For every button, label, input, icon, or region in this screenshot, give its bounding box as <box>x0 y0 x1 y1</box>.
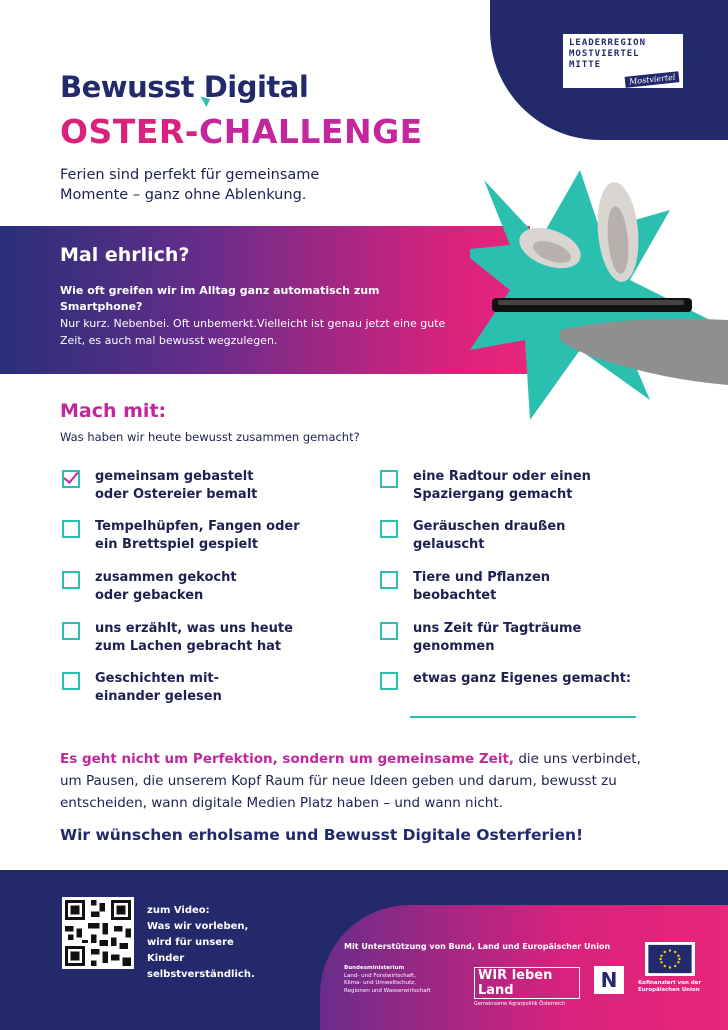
brand-title: Bewusst Digital <box>60 70 309 104</box>
smartphone-screen <box>498 300 684 305</box>
checkbox[interactable] <box>380 520 398 538</box>
checklist-label: zusammen gekocht oder gebacken <box>95 570 237 603</box>
band-title: Mal ehrlich? <box>60 244 190 266</box>
checklist-item[interactable] <box>380 620 581 656</box>
intro-text: Ferien sind perfekt für gemeinsame Momente – ganz ohne Ablenkung. <box>60 167 320 203</box>
video-line: zum Video: <box>147 905 210 916</box>
checkbox[interactable] <box>380 672 398 690</box>
logo-line-1: LEADERREGION <box>569 38 647 48</box>
wir-leben-land-subtitle: Gemeinsame Agrarpolitik Österreich <box>474 1001 566 1007</box>
checklist-item[interactable] <box>62 468 257 504</box>
closing-paragraph <box>60 748 660 814</box>
checkbox[interactable] <box>380 571 398 589</box>
video-text <box>147 903 257 983</box>
checkbox[interactable] <box>62 520 80 538</box>
ministry-title: Bundesministerium <box>344 965 405 971</box>
phone-bunny-illustration <box>470 170 728 420</box>
ministry-line: Land- und Forstwirtschaft, <box>344 972 416 979</box>
wir-leben-land-text: WIR leben Land <box>474 967 580 999</box>
checkbox-checked[interactable] <box>62 470 80 488</box>
checklist-label: uns erzählt, was uns heute zum Lachen gebracht hat <box>95 621 293 654</box>
hand <box>560 319 728 385</box>
ministry-line: Klima- und Umweltschutz, <box>344 980 416 986</box>
checklist-item[interactable] <box>380 468 591 504</box>
challenge-title-part1: OSTER- <box>60 112 199 151</box>
ministry-line: Regionen und Wasserwirtschaft <box>344 987 431 994</box>
challenge-title <box>60 112 423 151</box>
eu-cofinanced-text: Kofinanziert von der Europäischen Union <box>638 980 702 993</box>
checklist-label: Tempelhüpfen, Fangen oder ein Brettspiel gespielt <box>95 519 300 552</box>
qr-code[interactable] <box>62 897 134 969</box>
mostviertel-badge: Mostviertel <box>624 71 679 88</box>
checklist-item[interactable] <box>62 620 293 656</box>
checklist-item[interactable] <box>62 518 300 554</box>
checklist-item[interactable] <box>380 569 550 605</box>
support-text: Mit Unterstützung von Bund, Land und Europäischer Union <box>344 942 611 951</box>
wir-leben-land-logo <box>474 967 580 1007</box>
band-body: Nur kurz. Nebenbei. Oft unbemerkt.Vielleicht ist genau jetzt eine gute Zeit, es auch mal bewusst wegzulegen. <box>60 317 446 347</box>
leaderregion-logo <box>563 34 683 88</box>
checklist-label: etwas ganz Eigenes gemacht: <box>413 671 632 686</box>
checklist-label: uns Zeit für Tagträume genommen <box>413 621 582 654</box>
checklist-label: eine Radtour oder einen Spaziergang gemacht <box>413 469 591 502</box>
checklist-label: Geschichten mit- einander gelesen <box>95 671 222 704</box>
video-line: wird für unsere Kinder <box>147 937 234 964</box>
video-line: Was wir vorleben, <box>147 921 249 932</box>
write-in-line[interactable] <box>410 716 636 718</box>
checkbox[interactable] <box>62 672 80 690</box>
mach-mit-subtitle: Was haben wir heute bewusst zusammen gemacht? <box>60 430 360 444</box>
logo-line-3: MITTE <box>569 60 602 70</box>
wish-line: Wir wünschen erholsame und Bewusst Digitale Osterferien! <box>60 826 584 844</box>
checkbox[interactable] <box>380 622 398 640</box>
logo-line-2: MOSTVIERTEL <box>569 49 640 59</box>
eu-flag-icon <box>645 942 695 976</box>
checkbox[interactable] <box>62 571 80 589</box>
band-question: Wie oft greifen wir im Alltag ganz automatisch zum Smartphone? <box>60 284 380 313</box>
noe-logo: N <box>594 966 624 994</box>
teal-starburst <box>470 170 710 420</box>
checklist-item[interactable] <box>62 670 222 706</box>
checkbox[interactable] <box>380 470 398 488</box>
mach-mit-title: Mach mit: <box>60 400 167 422</box>
checklist-item[interactable] <box>380 518 565 554</box>
checklist-item[interactable] <box>380 670 631 690</box>
checklist-label: Tiere und Pflanzen beobachtet <box>413 570 551 603</box>
closing-highlight: Es geht nicht um Perfektion, sondern um gemeinsame Zeit, <box>60 751 515 767</box>
checkbox[interactable] <box>62 622 80 640</box>
closing-rest: die uns verbindet, um Pausen, die unserem Kopf Raum für neue Ideen geben und darum, bewusst zu entscheiden, wann digitale Medien Platz haben – und wann nicht. <box>60 751 641 811</box>
checklist-label: gemeinsam gebastelt oder Ostereier bemalt <box>95 469 258 502</box>
checklist-label: Geräuschen draußen gelauscht <box>413 519 566 552</box>
checklist-item[interactable] <box>62 569 237 605</box>
ministry-logo <box>344 965 464 995</box>
challenge-title-part2: CHALLENGE <box>198 112 423 151</box>
video-line: selbstverständlich. <box>147 969 255 980</box>
